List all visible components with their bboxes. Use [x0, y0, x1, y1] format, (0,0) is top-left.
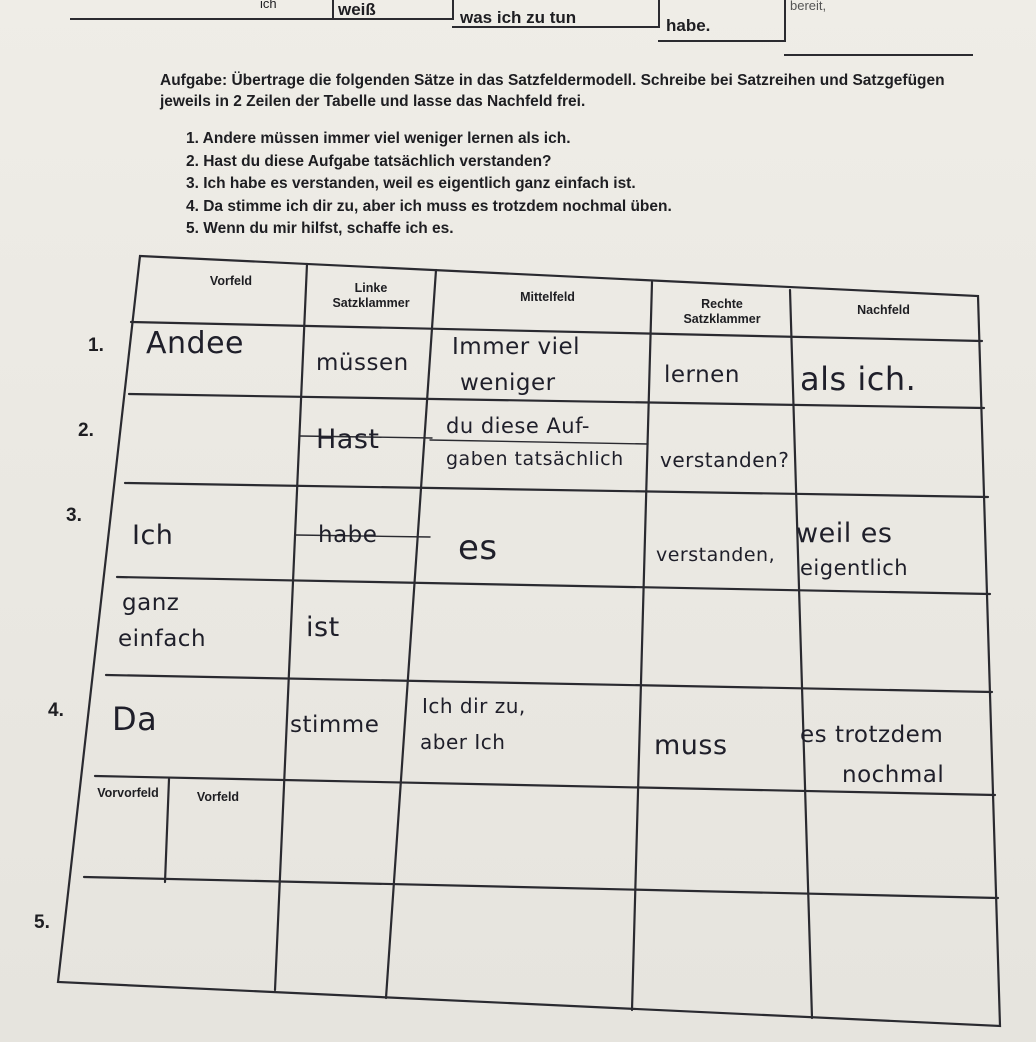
header-rechte-satzklammer: Rechte Satzklammer [683, 297, 761, 326]
sentence-5: 5. Wenn du mir hilfst, schaffe ich es. [186, 220, 454, 237]
row-number-2: 2. [78, 420, 94, 441]
hw-r4-linke: stimme [290, 712, 380, 738]
hw-r4-vorfeld: Da [112, 700, 158, 738]
hw-r1-nachfeld: als ich. [800, 360, 917, 398]
row-number-4: 4. [48, 700, 64, 721]
hw-r1-vorfeld: Andee [146, 326, 244, 361]
row-number-5: 5. [34, 912, 50, 933]
hw-r4-mittel-a: Ich dir zu, [422, 694, 526, 718]
header-vorvorfeld: Vorvorfeld [97, 786, 159, 800]
header-nachfeld: Nachfeld [857, 303, 910, 317]
hw-r4-mittel-b: aber Ich [420, 730, 506, 754]
hw-r2-linke: Hast [316, 424, 380, 455]
header-vorfeld: Vorfeld [209, 274, 253, 288]
top-cell-habe: habe. [658, 0, 786, 42]
hw-r1-mittel-b: weniger [460, 370, 556, 396]
hw-r3-nachfeld-b: eigentlich [800, 556, 909, 580]
hw-r3b-vorfeld-a: ganz [122, 590, 180, 616]
top-cell-weiss: weiß [332, 0, 454, 20]
top-cell-corner: bereit, [784, 0, 973, 56]
sentence-3: 3. Ich habe es verstanden, weil es eigentlich ganz einfach ist. [186, 175, 636, 192]
hw-r2-mittel-b: gaben tatsächlich [446, 448, 624, 470]
hw-r1-mittel-a: Immer viel [452, 334, 581, 360]
hw-r2-mittel-a: du diese Auf- [446, 414, 590, 438]
hw-r4-nachfeld-a: es trotzdem [800, 722, 944, 748]
hw-r3b-vorfeld-b: einfach [118, 626, 207, 652]
hw-r3-rechte: verstanden, [656, 544, 776, 566]
hw-r1-linke: müssen [316, 350, 409, 376]
sentence-1: 1. Andere müssen immer viel weniger lernen als ich. [186, 130, 571, 147]
hw-r4-nachfeld-b: nochmal [842, 762, 945, 788]
sentence-4: 4. Da stimme ich dir zu, aber ich muss es trotzdem nochmal üben. [186, 197, 672, 215]
top-cell-ich: ich [70, 0, 334, 20]
row-number-3: 3. [66, 505, 82, 526]
hw-r3-linke: habe [318, 522, 378, 548]
header-linke-satzklammer: Linke Satzklammer [332, 281, 410, 310]
task-instruction: Aufgabe: Übertrage die folgenden Sätze in das Satzfeldermodell. Schreibe bei Satzreihen und Satzgefügen jeweils in 2 Zeilen der Tabelle und lasse das Nachfeld frei. [160, 72, 945, 110]
hw-r3-mittel: es [458, 528, 498, 568]
header-mittelfeld: Mittelfeld [520, 290, 575, 304]
sentence-2: 2. Hast du diese Aufgabe tatsächlich verstanden? [186, 152, 552, 170]
hw-r3-vorfeld: Ich [132, 520, 174, 551]
hw-r3-nachfeld-a: weil es [796, 518, 893, 549]
row-number-1: 1. [88, 335, 104, 356]
header-vorfeld-row5: Vorfeld [196, 790, 240, 804]
hw-r2-rechte: verstanden? [660, 448, 790, 472]
hw-r1-rechte: lernen [664, 362, 740, 388]
top-cell-was-ich-zu-tun: was ich zu tun [452, 0, 660, 28]
hw-r3b-linke: ist [306, 612, 340, 643]
hw-r4-rechte: muss [654, 730, 728, 761]
